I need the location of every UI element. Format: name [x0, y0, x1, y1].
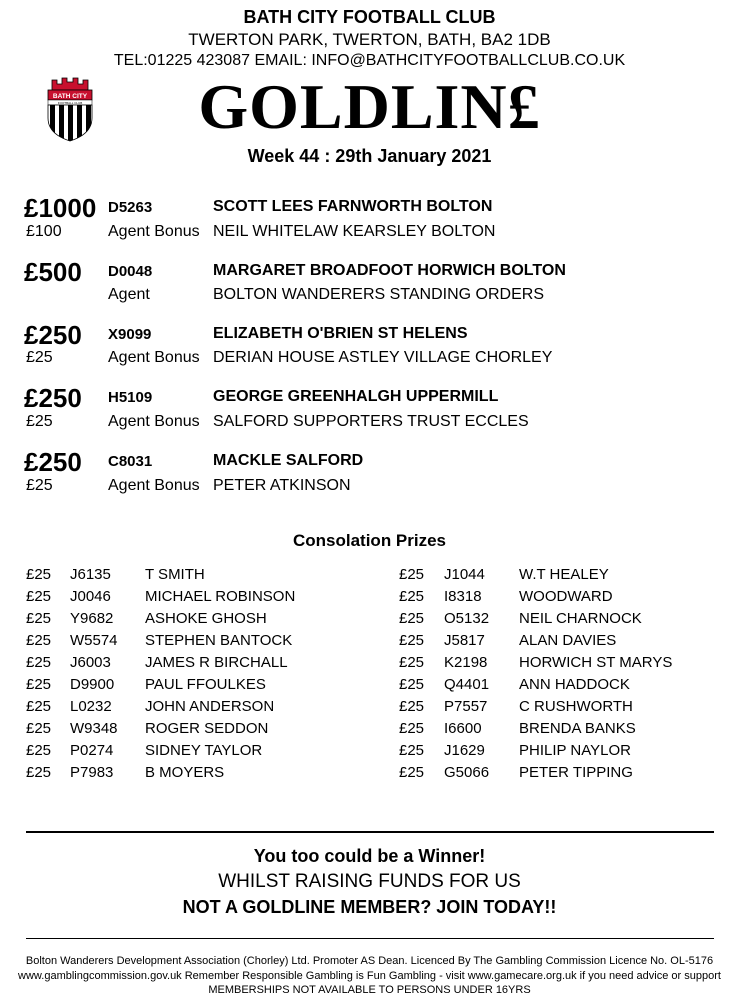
- consolation-name: HORWICH ST MARYS: [519, 654, 673, 671]
- consolation-heading: Consolation Prizes: [292, 531, 447, 550]
- consolation-row: [0, 588, 739, 610]
- consolation-row: [0, 764, 739, 786]
- consolation-row: [0, 632, 739, 654]
- consolation-name: ANN HADDOCK: [519, 676, 630, 693]
- divider-bottom: [26, 938, 714, 939]
- prize-code: D0048: [108, 263, 153, 280]
- consolation-amount: £25: [399, 588, 425, 605]
- consolation-name: BRENDA BANKS: [519, 720, 636, 737]
- consolation-amount: £25: [26, 764, 52, 781]
- consolation-name: ASHOKE GHOSH: [145, 610, 267, 627]
- consolation-code: P0274: [70, 742, 114, 759]
- consolation-code: W9348: [70, 720, 118, 737]
- consolation-row: [0, 698, 739, 720]
- footer-age-notice: MEMBERSHIPS NOT AVAILABLE TO PERSONS UNDER 16YRS: [208, 984, 531, 996]
- promo-join-line: NOT A GOLDLINE MEMBER? JOIN TODAY!!: [182, 897, 557, 917]
- consolation-code: L0232: [70, 698, 112, 715]
- consolation-amount: £25: [399, 764, 425, 781]
- consolation-amount: £25: [399, 720, 425, 737]
- agent-amount: £100: [26, 223, 62, 240]
- consolation-name: NEIL CHARNOCK: [519, 610, 642, 627]
- consolation-code: J5817: [444, 632, 485, 649]
- club-contact: TEL:01225 423087 EMAIL: INFO@BATHCITYFOOTBALLCLUB.CO.UK: [113, 52, 626, 69]
- consolation-row: [0, 676, 739, 698]
- consolation-amount: £25: [26, 698, 52, 715]
- consolation-name: T SMITH: [145, 566, 205, 583]
- agent-type: Agent Bonus: [108, 477, 200, 494]
- consolation-amount: £25: [399, 676, 425, 693]
- prize-amount: £250: [24, 447, 82, 477]
- agent-name: BOLTON WANDERERS STANDING ORDERS: [213, 286, 544, 303]
- agent-type: Agent Bonus: [108, 223, 200, 240]
- agent-amount: £25: [26, 477, 53, 494]
- club-address: TWERTON PARK, TWERTON, BATH, BA2 1DB: [188, 30, 551, 49]
- promo-funds-line: WHILST RAISING FUNDS FOR US: [218, 871, 521, 892]
- consolation-amount: £25: [26, 566, 52, 583]
- prize-winner: ELIZABETH O'BRIEN ST HELENS: [213, 325, 468, 342]
- consolation-amount: £25: [26, 588, 52, 605]
- consolation-amount: £25: [399, 566, 425, 583]
- consolation-name: PETER TIPPING: [519, 764, 633, 781]
- promo-winner-line: You too could be a Winner!: [253, 846, 486, 866]
- agent-amount: £25: [26, 413, 53, 430]
- consolation-code: K2198: [444, 654, 488, 671]
- consolation-amount: £25: [26, 610, 52, 627]
- consolation-row: [0, 610, 739, 632]
- prize-amount: £1000: [24, 193, 97, 223]
- consolation-name: SIDNEY TAYLOR: [145, 742, 263, 759]
- agent-name: NEIL WHITELAW KEARSLEY BOLTON: [213, 223, 496, 240]
- consolation-name: W.T HEALEY: [519, 566, 609, 583]
- consolation-code: P7983: [70, 764, 114, 781]
- consolation-amount: £25: [399, 654, 425, 671]
- consolation-code: G5066: [444, 764, 490, 781]
- consolation-amount: £25: [26, 742, 52, 759]
- prize-winner: GEORGE GREENHALGH UPPERMILL: [213, 388, 499, 405]
- prize-amount: £500: [24, 257, 82, 287]
- consolation-amount: £25: [399, 632, 425, 649]
- prize-winner: SCOTT LEES FARNWORTH BOLTON: [213, 198, 493, 215]
- consolation-amount: £25: [26, 632, 52, 649]
- agent-name: DERIAN HOUSE ASTLEY VILLAGE CHORLEY: [213, 349, 553, 366]
- consolation-name: PAUL FFOULKES: [145, 676, 266, 693]
- consolation-amount: £25: [26, 720, 52, 737]
- consolation-name: PHILIP NAYLOR: [519, 742, 631, 759]
- logo-text: BATH CITY: [52, 93, 88, 100]
- consolation-amount: £25: [26, 676, 52, 693]
- agent-type: Agent: [108, 286, 150, 303]
- consolation-name: WOODWARD: [519, 588, 613, 605]
- prize-code: D5263: [108, 199, 153, 216]
- prize-code: H5109: [108, 389, 153, 406]
- consolation-code: O5132: [444, 610, 490, 627]
- footer-licence: Bolton Wanderers Development Association (Chorley) Ltd. Promoter AS Dean. Licenced By The Gambling Commission Licence No. OL-5176: [25, 955, 714, 967]
- divider-top: [26, 831, 714, 833]
- footer-gambling-info: www.gamblingcommission.gov.uk Remember Responsible Gambling is Fun Gambling - visit www.gamecare.org.uk if you need advice or support: [18, 970, 721, 982]
- consolation-name: ALAN DAVIES: [519, 632, 617, 649]
- consolation-code: J6003: [70, 654, 111, 671]
- consolation-name: B MOYERS: [145, 764, 225, 781]
- consolation-name: ROGER SEDDON: [145, 720, 269, 737]
- agent-type: Agent Bonus: [108, 413, 200, 430]
- consolation-code: Q4401: [444, 676, 490, 693]
- consolation-code: I6600: [444, 720, 482, 737]
- prize-code: C8031: [108, 453, 153, 470]
- prize-winner: MACKLE SALFORD: [213, 452, 364, 469]
- prize-amount: £250: [24, 383, 82, 413]
- logo-subtext: FOOTBALL CLUB: [57, 101, 83, 105]
- consolation-row: [0, 742, 739, 764]
- prize-winner: MARGARET BROADFOOT HORWICH BOLTON: [213, 262, 566, 279]
- consolation-amount: £25: [399, 698, 425, 715]
- agent-amount: £25: [26, 349, 53, 366]
- consolation-code: J1044: [444, 566, 485, 583]
- consolation-name: JOHN ANDERSON: [145, 698, 275, 715]
- consolation-name: STEPHEN BANTOCK: [145, 632, 293, 649]
- agent-type: Agent Bonus: [108, 349, 200, 366]
- club-name: BATH CITY FOOTBALL CLUB: [243, 7, 496, 27]
- consolation-name: C RUSHWORTH: [519, 698, 633, 715]
- consolation-code: W5574: [70, 632, 118, 649]
- consolation-name: JAMES R BIRCHALL: [145, 654, 288, 671]
- consolation-code: I8318: [444, 588, 482, 605]
- agent-name: PETER ATKINSON: [213, 477, 351, 494]
- consolation-code: J0046: [70, 588, 111, 605]
- consolation-row: [0, 720, 739, 742]
- consolation-amount: £25: [26, 654, 52, 671]
- agent-name: SALFORD SUPPORTERS TRUST ECCLES: [213, 413, 529, 430]
- consolation-name: MICHAEL ROBINSON: [145, 588, 296, 605]
- consolation-row: [0, 566, 739, 588]
- draw-week-date: Week 44 : 29th January 2021: [247, 146, 492, 166]
- consolation-code: D9900: [70, 676, 115, 693]
- consolation-amount: £25: [399, 610, 425, 627]
- consolation-code: J1629: [444, 742, 485, 759]
- consolation-amount: £25: [399, 742, 425, 759]
- consolation-code: J6135: [70, 566, 111, 583]
- consolation-row: [0, 654, 739, 676]
- consolation-code: Y9682: [70, 610, 114, 627]
- prize-code: X9099: [108, 326, 152, 343]
- goldline-title: GOLDLIN£: [198, 71, 541, 142]
- prize-amount: £250: [24, 320, 82, 350]
- consolation-code: P7557: [444, 698, 488, 715]
